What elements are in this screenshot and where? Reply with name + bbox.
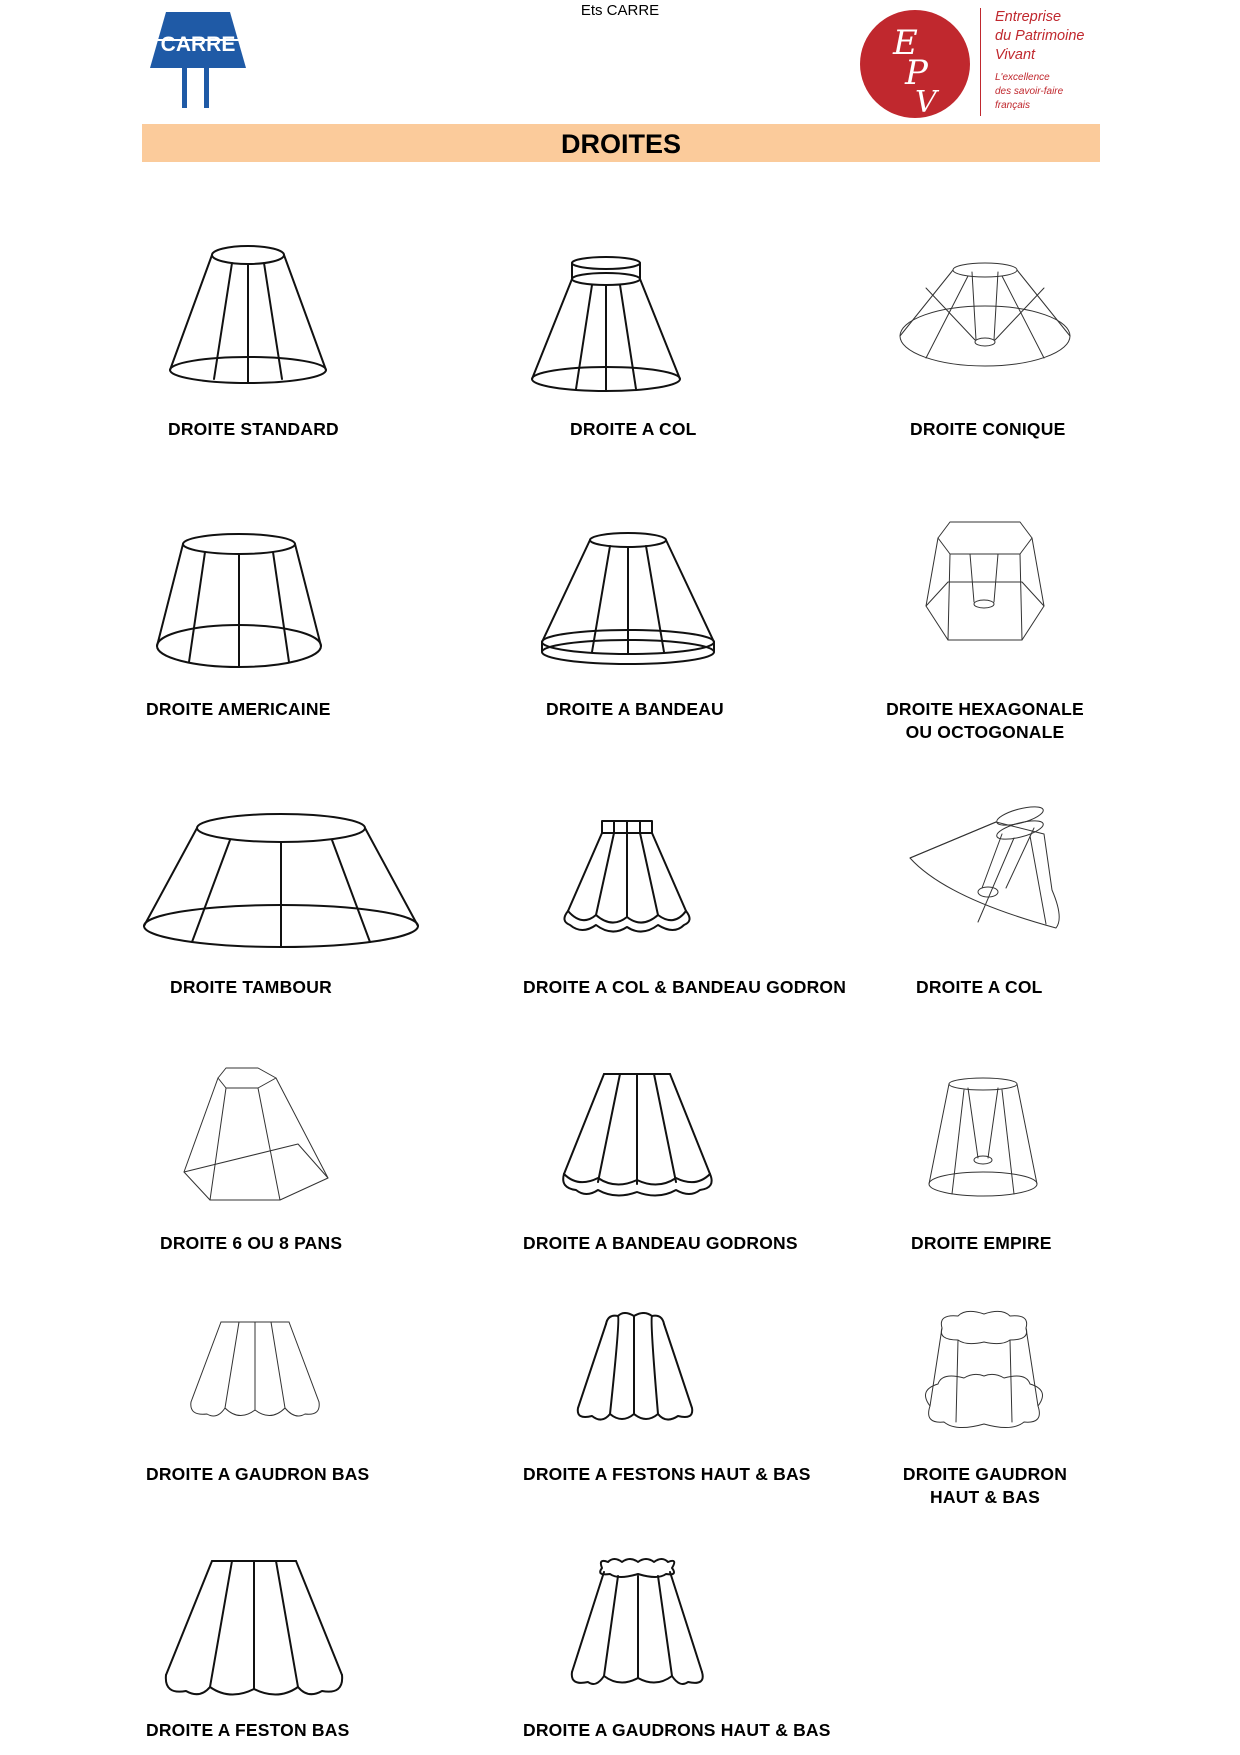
droite-gaudron-haut-bas-drawing: [920, 1310, 1048, 1434]
droite-hexagonale-drawing: [922, 518, 1047, 648]
droite-col-bandeau-godron-drawing: [556, 817, 698, 939]
label-droite-hexagonale-line2: OU OCTOGONALE: [905, 722, 1065, 742]
epv-text-block: [995, 8, 1084, 113]
epv-tagline-1: L'excellence: [995, 72, 1050, 83]
epv-letter-v: V: [915, 85, 937, 120]
droite-a-festons-haut-bas-drawing: [570, 1312, 700, 1424]
label-droite-gaudron-haut-bas: DROITE GAUDRON: [902, 1464, 1068, 1484]
droite-standard-drawing: [166, 243, 331, 388]
carre-logo-text: CARRE: [160, 33, 236, 56]
label-droite-a-bandeau-godrons: DROITE A BANDEAU GODRONS: [523, 1233, 798, 1253]
droite-americaine-drawing: [153, 532, 331, 672]
droite-a-gaudrons-haut-bas-drawing: [562, 1556, 712, 1690]
epv-line-3: Vivant: [995, 47, 1036, 63]
epv-letter-e: E: [893, 23, 918, 63]
droite-a-gaudron-bas-drawing: [185, 1318, 325, 1420]
droite-a-feston-bas-drawing: [160, 1557, 348, 1699]
label-droite-tambour: DROITE TAMBOUR: [170, 977, 332, 997]
label-droite-6-ou-8-pans: DROITE 6 OU 8 PANS: [160, 1233, 343, 1253]
droite-a-col-drawing: [526, 255, 686, 395]
company-name: Ets CARRE: [580, 2, 660, 19]
label-droite-empire: DROITE EMPIRE: [911, 1233, 1052, 1253]
epv-logo: [855, 8, 975, 120]
epv-letter-p: P: [905, 53, 928, 93]
epv-line-1: Entreprise: [995, 9, 1062, 25]
label-droite-conique: DROITE CONIQUE: [910, 419, 1066, 439]
label-droite-americaine: DROITE AMERICAINE: [146, 699, 331, 719]
label-droite-hexagonale: DROITE HEXAGONALE: [886, 699, 1084, 719]
droite-a-col-conique-drawing: [906, 806, 1064, 936]
carre-logo: [148, 10, 248, 110]
page-title: DROITES: [560, 129, 681, 159]
label-droite-col-bandeau-godron: DROITE A COL & BANDEAU GODRON: [523, 977, 847, 997]
epv-tagline: [995, 71, 1084, 113]
label-droite-a-gaudron-bas: DROITE A GAUDRON BAS: [146, 1464, 370, 1484]
label-droite-gaudron-haut-bas-line2: HAUT & BAS: [930, 1487, 1040, 1507]
label-droite-a-bandeau: DROITE A BANDEAU: [546, 699, 724, 719]
label-droite-a-festons-haut-bas: DROITE A FESTONS HAUT & BAS: [523, 1464, 811, 1484]
epv-line-2: du Patrimoine: [995, 28, 1085, 44]
label-droite-a-col: DROITE A COL: [570, 419, 697, 439]
label-droite-standard: DROITE STANDARD: [168, 419, 339, 439]
droite-empire-drawing: [924, 1076, 1042, 1200]
epv-tagline-3: français: [995, 100, 1031, 111]
epv-divider: [980, 8, 981, 116]
label-droite-a-col-2: DROITE A COL: [916, 977, 1043, 997]
label-droite-a-feston-bas: DROITE A FESTON BAS: [146, 1720, 350, 1740]
epv-tagline-2: des savoir-faire: [995, 86, 1064, 97]
droite-6-ou-8-pans-drawing: [180, 1064, 332, 1204]
droite-a-bandeau-drawing: [536, 530, 721, 670]
droite-a-bandeau-godrons-drawing: [558, 1070, 718, 1202]
droite-tambour-drawing: [140, 812, 422, 952]
droite-conique-drawing: [896, 258, 1074, 388]
label-droite-a-gaudrons-haut-bas: DROITE A GAUDRONS HAUT & BAS: [523, 1720, 831, 1740]
